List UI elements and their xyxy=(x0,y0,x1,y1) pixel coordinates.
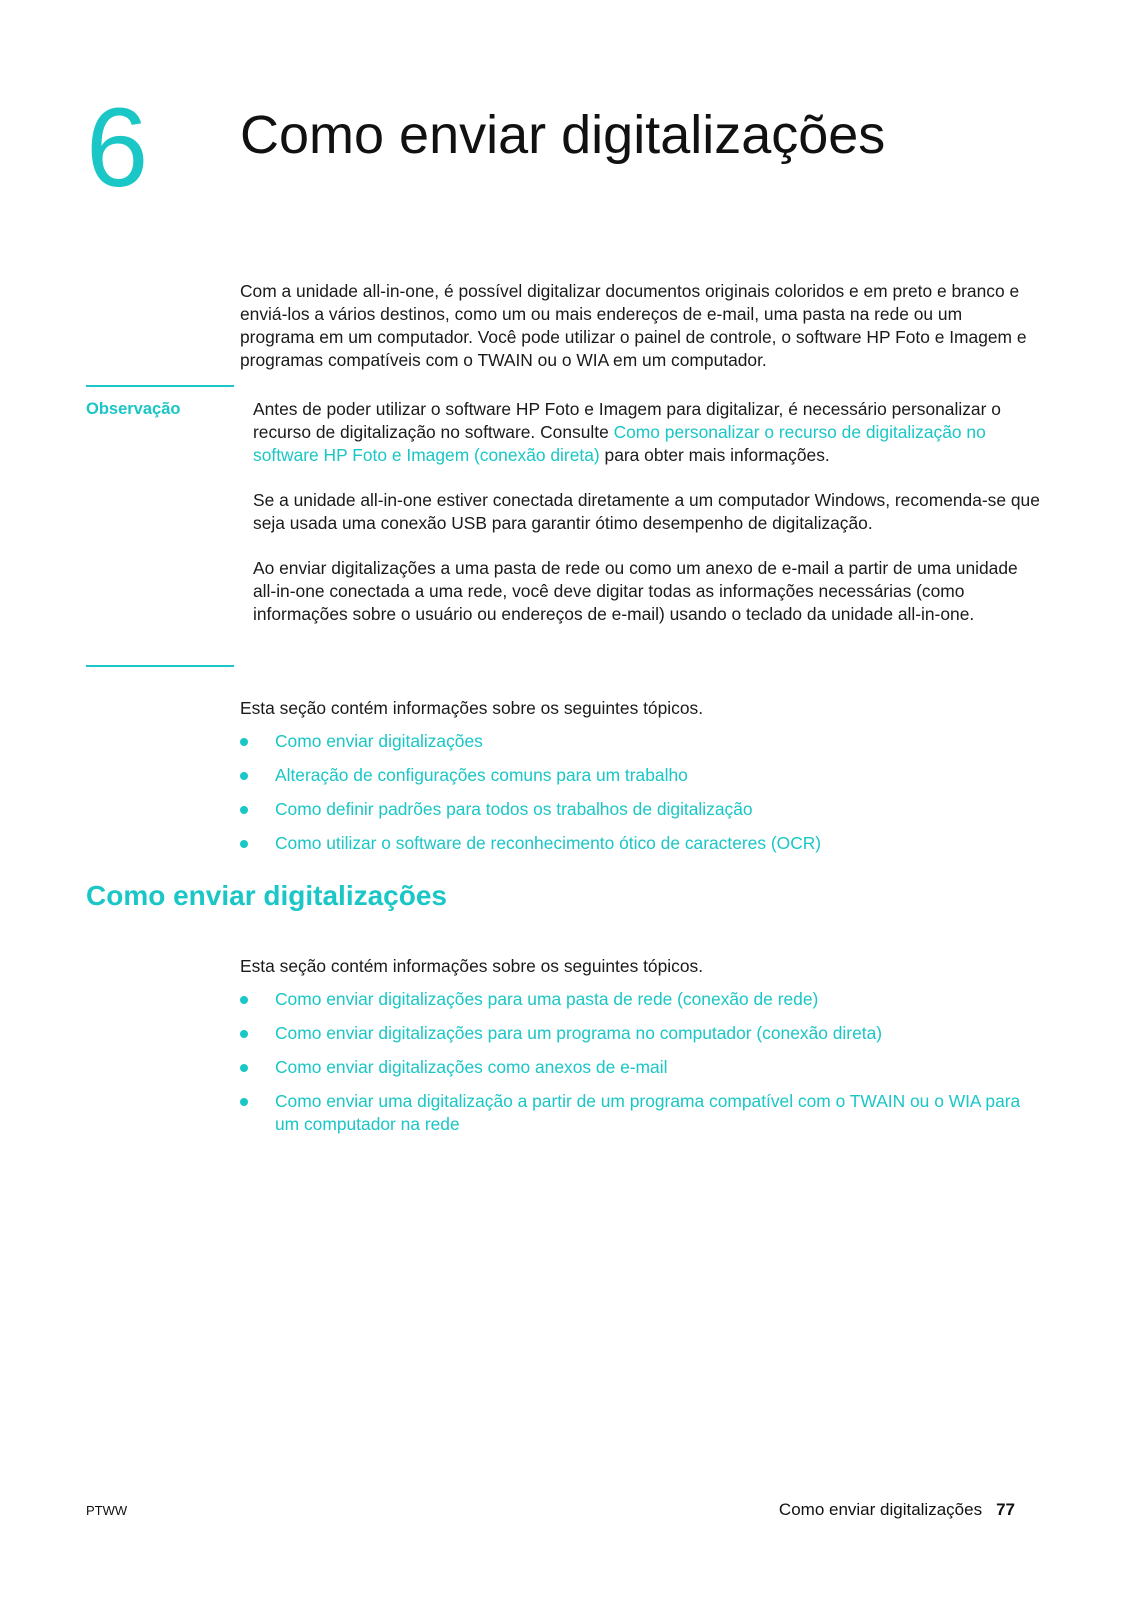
list-item[interactable] xyxy=(240,730,1040,753)
topic-link[interactable]: Como definir padrões para todos os trabalhos de digitalização xyxy=(275,799,753,819)
topic-list xyxy=(240,730,1040,866)
bullet-icon xyxy=(240,772,248,780)
link-personalize-scan[interactable]: Como personalizar o recurso de digitalização no software HP Foto e Imagem (conexão direta) xyxy=(253,422,986,465)
page-number: 77 xyxy=(996,1500,1015,1519)
note-bottom-rule xyxy=(86,665,234,667)
bullet-icon xyxy=(240,1030,248,1038)
bullet-icon xyxy=(240,840,248,848)
list-item[interactable] xyxy=(240,764,1040,787)
list-item[interactable] xyxy=(240,798,1040,821)
topic-link[interactable]: Como enviar digitalizações como anexos de e-mail xyxy=(275,1057,668,1077)
list-item[interactable] xyxy=(240,988,1040,1011)
section-topic-list xyxy=(240,988,1040,1147)
bullet-icon xyxy=(240,996,248,1004)
chapter-title: Como enviar digitalizações xyxy=(240,105,886,165)
list-item[interactable] xyxy=(240,1022,1040,1045)
bullet-icon xyxy=(240,806,248,814)
topic-link[interactable]: Como utilizar o software de reconhecimento ótico de caracteres (OCR) xyxy=(275,833,822,853)
topic-link[interactable]: Como enviar digitalizações para um programa no computador (conexão direta) xyxy=(275,1023,883,1043)
footer xyxy=(779,1500,1015,1520)
topic-link[interactable]: Alteração de configurações comuns para um trabalho xyxy=(275,765,688,785)
intro-paragraph: Com a unidade all-in-one, é possível digitalizar documentos originais coloridos e em preto e branco e enviá-los a vários destinos, como um ou mais endereços de e-mail, uma pasta na rede ou um programa em um computador. Você pode utilizar o painel de controle, o software HP Foto e Imagem e programas compatíveis com o TWAIN ou o WIA em um computador. xyxy=(240,281,1027,370)
topic-link[interactable]: Como enviar uma digitalização a partir de um programa compatível com o TWAIN ou o WIA para um computador na rede xyxy=(275,1091,1021,1134)
note-top-rule xyxy=(86,385,234,387)
topic-link[interactable]: Como enviar digitalizações para uma pasta de rede (conexão de rede) xyxy=(275,989,819,1009)
topic-link[interactable]: Como enviar digitalizações xyxy=(275,731,483,751)
list-item[interactable] xyxy=(240,1056,1040,1079)
footer-title: Como enviar digitalizações xyxy=(778,1500,983,1519)
note-paragraph-3: Ao enviar digitalizações a uma pasta de rede ou como um anexo de e-mail a partir de uma unidade all-in-one conectada a uma rede, você deve digitar todas as informações necessárias (como informações sobre o usuário ou endereços de e-mail) usando o teclado da unidade all-in-one. xyxy=(253,558,1018,624)
section-intro: Esta seção contém informações sobre os seguintes tópicos. xyxy=(240,956,704,976)
section-title: Como enviar digitalizações xyxy=(86,880,447,911)
topics-intro: Esta seção contém informações sobre os seguintes tópicos. xyxy=(240,698,704,718)
chapter-number: 6 xyxy=(86,85,149,210)
list-item[interactable] xyxy=(240,832,1040,855)
bullet-icon xyxy=(240,1098,248,1106)
note-paragraph-1 xyxy=(253,398,1043,467)
note-paragraph-2: Se a unidade all-in-one estiver conectada diretamente a um computador Windows, recomenda-se que seja usada uma conexão USB para garantir ótimo desempenho de digitalização. xyxy=(253,490,1040,533)
bullet-icon xyxy=(240,1064,248,1072)
note-label: Observação xyxy=(86,400,181,418)
footer-locale: PTWW xyxy=(86,1503,128,1518)
note-body xyxy=(253,398,1043,648)
bullet-icon xyxy=(240,738,248,746)
note-text-before-link: Antes de poder utilizar o software HP Foto e Imagem para digitalizar, é necessário personalizar o recurso de digitalização no software. Consulte xyxy=(253,399,1001,442)
note-text-after-link: para obter mais informações. xyxy=(599,445,830,465)
list-item[interactable] xyxy=(240,1090,1040,1136)
